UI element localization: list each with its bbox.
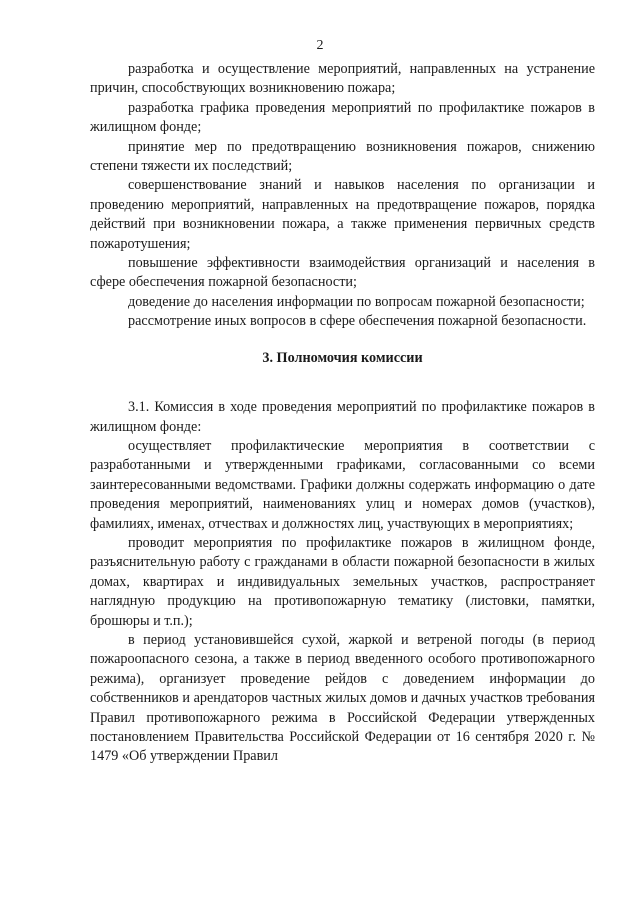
list-item-paragraph: осуществляет профилактические мероприятия в соответствии с разработанными и утвержденными графиками, согласованными со всеми заинтересованными ведомствами. Графики должны содержать информацию о дате проведения мероприятий, наименованиях улиц и номерах домов (участков), фамилиях, именах, отчествах и должностях лиц, участвующих в мероприятиях;	[90, 437, 595, 532]
list-item-paragraph: принятие мер по предотвращению возникновения пожаров, снижению степени тяжести их последствий;	[90, 138, 595, 175]
list-item-paragraph: совершенствование знаний и навыков населения по организации и проведению мероприятий, направленных на предотвращение пожаров, порядка действий при возникновении пожара, а также применения первичных средств пожаротушения;	[90, 177, 595, 252]
clause-paragraph: 3.1. Комиссия в ходе проведения мероприятий по профилактике пожаров в жилищном фонде:	[90, 399, 595, 435]
list-item-paragraph: разработка графика проведения мероприятий по профилактике пожаров в жилищном фонде;	[90, 99, 595, 136]
page-number: 2	[316, 38, 324, 53]
list-item-paragraph: проводит мероприятия по профилактике пожаров в жилищном фонде, разъяснительную работу с гражданами в области пожарной безопасности в жилых домах, квартирах и индивидуальных земельных участков, распространяет наглядную продукцию на противопожарную тематику (листовки, памятки, брошюры и т.п.);	[90, 534, 595, 629]
list-item-paragraph: повышение эффективности взаимодействия организаций и населения в сфере обеспечения пожарной безопасности;	[90, 255, 595, 291]
list-item-paragraph: доведение до населения информации по вопросам пожарной безопасности;	[128, 293, 585, 310]
list-item-paragraph: разработка и осуществление мероприятий, направленных на устранение причин, способствующих возникновению пожара;	[90, 61, 595, 97]
section-heading: 3. Полномочия комиссии	[262, 349, 423, 366]
list-item-paragraph: рассмотрение иных вопросов в сфере обеспечения пожарной безопасности.	[128, 313, 587, 330]
list-item-paragraph: в период установившейся сухой, жаркой и ветреной погоды (в период пожароопасного сезона, а также в период введенного особого противопожарного режима), организует проведение рейдов с доведением информации до собственников и арендаторов частных жилых домов и дачных участков требования Правил противопожарного режима в Российской Федерации утвержденных постановлением Правительства Российской Федерации от 16 сентября 2020 г. № 1479 «Об утверждении Правил	[90, 631, 595, 765]
document-body	[90, 60, 595, 767]
